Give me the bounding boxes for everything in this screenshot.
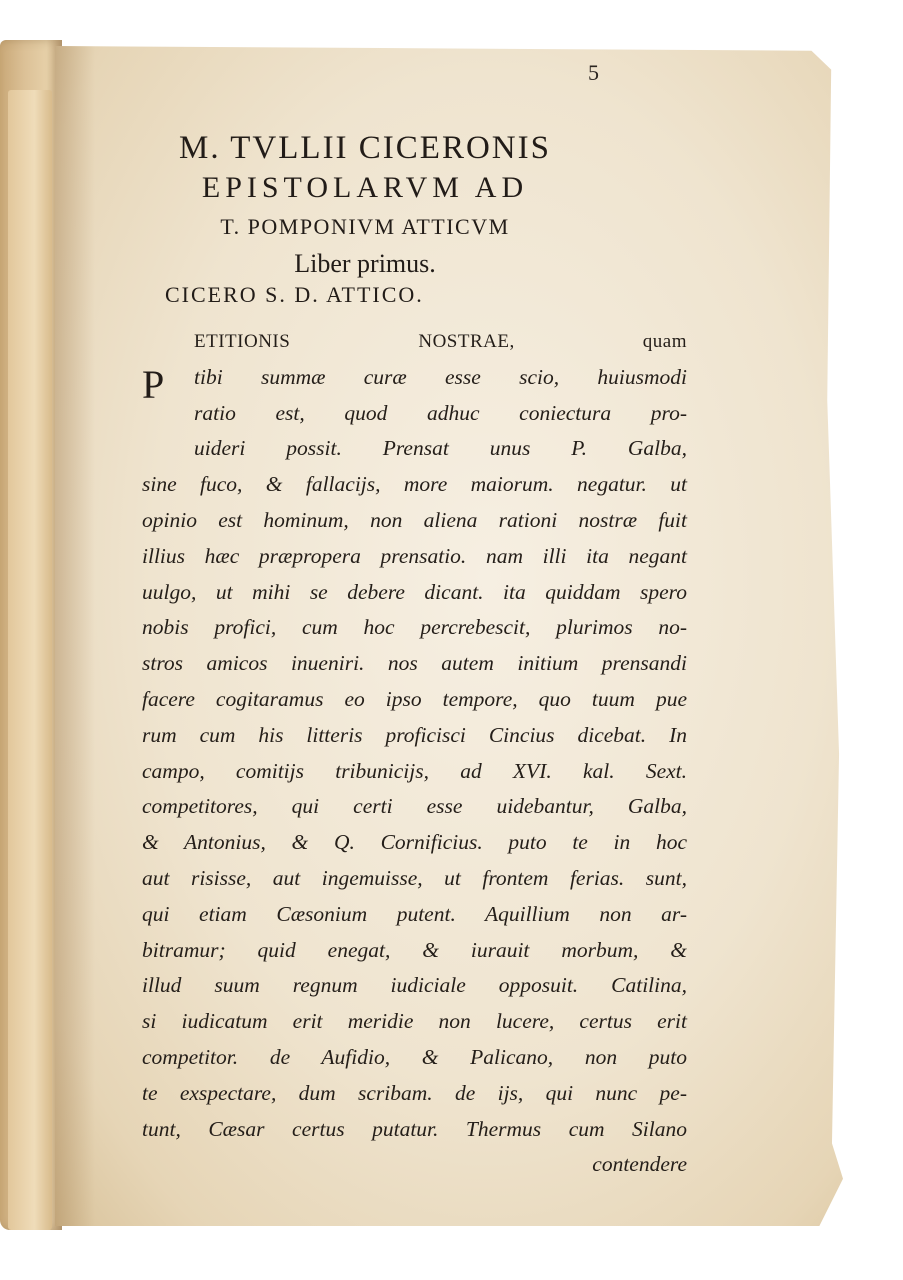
title-recipient: T. POMPONIVM ATTICVM xyxy=(220,214,510,239)
text-line: rum cum his litteris proficisci Cincius dicebat. In xyxy=(142,722,687,747)
catchword: contendere xyxy=(592,1152,687,1177)
title-author: M. TVLLII CICERONIS xyxy=(179,130,551,166)
text-line: ETITIONIS NOSTRAE, quam xyxy=(194,331,687,352)
title-book: Liber primus. xyxy=(294,249,436,278)
text-line: illius hæc præpropera prensatio. nam illi ita negant xyxy=(142,543,687,568)
text-line: stros amicos inueniri. nos autem initium prensandi xyxy=(142,651,687,676)
letter-body xyxy=(142,324,687,1183)
text-line: qui etiam Cæsonium putent. Aquillium non ar- xyxy=(142,901,687,926)
text-line: nobis profici, cum hoc percrebescit, plurimos no- xyxy=(142,615,687,640)
text-line: uulgo, ut mihi se debere dicant. ita quiddam spero xyxy=(142,579,687,604)
text-line: campo, comitijs tribunicijs, ad XVI. kal. Sext. xyxy=(142,758,687,783)
text-line: competitor. de Aufidio, & Palicano, non puto xyxy=(142,1044,687,1069)
text-line: si iudicatum erit meridie non lucere, certus erit xyxy=(142,1009,687,1034)
text-line: & Antonius, & Q. Cornificius. puto te in hoc xyxy=(142,830,687,855)
text-line: opinio est hominum, non aliena rationi nostræ fuit xyxy=(142,507,687,532)
text-line: tunt, Cæsar certus putatur. Thermus cum Silano xyxy=(142,1116,687,1141)
text-line: uideri possit. Prensat unus P. Galba, xyxy=(194,436,687,461)
text-line: tibi summæ curæ esse scio, huiusmodi xyxy=(194,364,687,389)
text-line: sine fuco, & fallacijs, more maiorum. negatur. ut xyxy=(142,472,687,497)
text-line: aut risisse, aut ingemuisse, ut frontem ferias. sunt, xyxy=(142,865,687,890)
letter-salutation: CICERO S. D. ATTICO. xyxy=(165,282,424,307)
page-number: 5 xyxy=(588,60,599,85)
title-block xyxy=(85,128,645,282)
text-line: illud suum regnum iudiciale opposuit. Catilina, xyxy=(142,973,687,998)
text-line: bitramur; quid enegat, & iurauit morbum, & xyxy=(142,937,687,962)
text-line: te exspectare, dum scribam. de ijs, qui nunc pe- xyxy=(142,1080,687,1105)
text-line: facere cogitaramus eo ipso tempore, quo tuum pue xyxy=(142,686,687,711)
book-binding xyxy=(0,40,62,1230)
title-work: EPISTOLARVM AD xyxy=(201,171,529,204)
binding-edge xyxy=(8,90,52,1230)
text-line: competitores, qui certi esse uidebantur, Galba, xyxy=(142,794,687,819)
text-line: ratio est, quod adhuc coniectura pro- xyxy=(194,400,687,425)
drop-capital: P xyxy=(142,362,165,407)
